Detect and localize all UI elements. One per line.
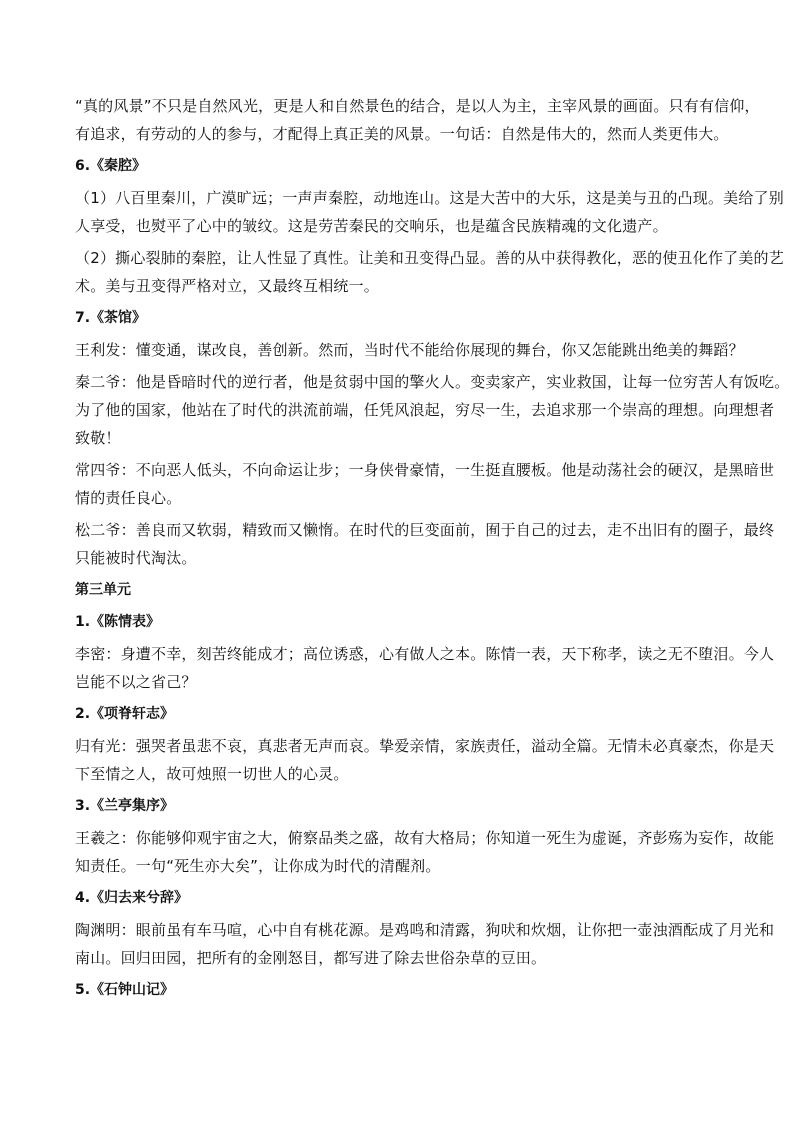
paragraph-line: 李密：身遭不幸，刻苦终能成才；高位诱惑，心有做人之本。陈情一表，天下称孝，读之无不堕泪。今人 bbox=[75, 645, 775, 663]
paragraph bbox=[75, 640, 775, 696]
paragraph-line: 有追求，有劳动的人的参与，才配得上真正美的风景。一句话：自然是伟大的，然而人类更伟大。 bbox=[75, 125, 729, 143]
section-heading: 1.《陈情表》 bbox=[75, 614, 161, 630]
paragraph bbox=[75, 516, 775, 572]
paragraph bbox=[75, 732, 775, 788]
paragraph bbox=[75, 368, 790, 452]
paragraph-line: 致敬！ bbox=[75, 429, 121, 447]
paragraph-line: 为了他的国家，他站在了时代的洪流前端，任凭风浪起，穷尽一生，去追求那一个崇高的理想。向理想者 bbox=[75, 401, 775, 419]
paragraph-line: 下至情之人，故可烛照一切世人的心灵。 bbox=[75, 765, 349, 783]
paragraph bbox=[75, 456, 775, 512]
section-heading: 5.《石钟山记》 bbox=[75, 982, 175, 998]
paragraph-line: 王利发：懂变通，谋改良，善创新。然而，当时代不能给你展现的舞台，你又怎能跳出绝美的舞蹈？ bbox=[75, 341, 744, 359]
paragraph-line: 知责任。一句“死生亦大矣”，让你成为时代的清醒剂。 bbox=[75, 857, 441, 875]
paragraph bbox=[75, 184, 784, 240]
paragraph bbox=[75, 336, 744, 364]
paragraph-line: （1）八百里秦川，广漠旷远；一声声秦腔，动地连山。这是大苦中的大乐，这是美与丑的凸现。美给了别 bbox=[75, 189, 784, 207]
paragraph-line: 岂能不以之省己？ bbox=[75, 673, 197, 691]
paragraph-line: 王羲之：你能够仰观宇宙之大，俯察品类之盛，故有大格局；你知道一死生为虚诞，齐彭殇为妄作，故能 bbox=[75, 829, 775, 847]
paragraph-line: 松二爷：善良而又软弱，精致而又懒惰。在时代的巨变面前，囿于自己的过去，走不出旧有的圈子，最终 bbox=[75, 521, 775, 539]
paragraph bbox=[75, 824, 775, 880]
paragraph-line: 南山。回归田园，把所有的金刚怒目，都写进了除去世俗杂草的豆田。 bbox=[75, 949, 547, 967]
section-heading: 7.《茶馆》 bbox=[75, 310, 147, 326]
paragraph-line: 人享受，也熨平了心中的皱纹。这是劳苦秦民的交响乐，也是蕴含民族精魂的文化遗产。 bbox=[75, 217, 668, 235]
paragraph-line: 陶渊明：眼前虽有车马喧，心中自有桃花源。是鸡鸣和清露，狗吠和炊烟，让你把一壶浊酒酝成了月光和 bbox=[75, 921, 775, 939]
paragraph-line: 情的责任良心。 bbox=[75, 489, 182, 507]
unit-heading: 第三单元 bbox=[75, 582, 131, 598]
paragraph-line: 常四爷：不向恶人低头，不向命运让步；一身侠骨豪情，一生挺直腰板。他是动荡社会的硬汉，是黑暗世 bbox=[75, 461, 775, 479]
document-body bbox=[75, 92, 790, 1004]
paragraph bbox=[75, 916, 775, 972]
paragraph bbox=[75, 244, 784, 300]
paragraph-line: 术。美与丑变得严格对立，又最终互相统一。 bbox=[75, 277, 380, 295]
paragraph bbox=[75, 92, 760, 148]
paragraph-line: （2）撕心裂肺的秦腔，让人性显了真性。让美和丑变得凸显。善的从中获得教化，恶的使丑化作了美的艺 bbox=[75, 249, 784, 267]
paragraph-line: 秦二爷：他是昏暗时代的逆行者，他是贫弱中国的擎火人。变卖家产，实业救国，让每一位穷苦人有饭吃。 bbox=[75, 373, 790, 391]
section-heading: 2.《项脊轩志》 bbox=[75, 706, 175, 722]
paragraph-line: 归有光：强哭者虽悲不哀，真悲者无声而哀。挚爱亲情，家族责任，溢动全篇。无情未必真豪杰，你是天 bbox=[75, 737, 775, 755]
paragraph-line: “真的风景”不只是自然风光，更是人和自然景色的结合，是以人为主，主宰风景的画面。只有有信仰， bbox=[75, 97, 760, 115]
section-heading: 3.《兰亭集序》 bbox=[75, 798, 175, 814]
section-heading: 4.《归去来兮辞》 bbox=[75, 890, 189, 906]
paragraph-line: 只能被时代淘汰。 bbox=[75, 549, 197, 567]
section-heading: 6.《秦腔》 bbox=[75, 158, 147, 174]
